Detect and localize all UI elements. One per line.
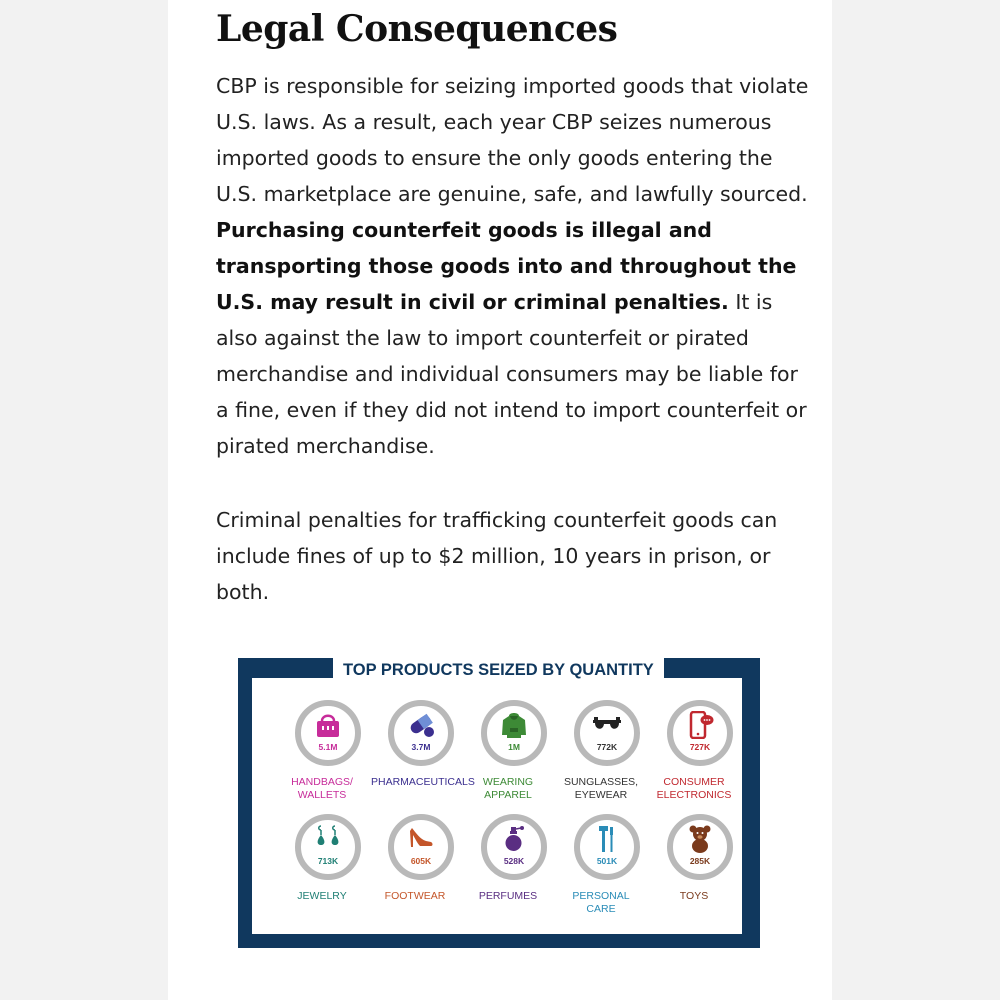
product-circle xyxy=(388,700,454,766)
product-circle xyxy=(295,700,361,766)
infographic-panel xyxy=(252,678,742,934)
seized-count: 727K xyxy=(689,742,711,752)
sunglasses-icon xyxy=(592,711,622,739)
product-circle xyxy=(574,814,640,880)
seized-count: 713K xyxy=(317,856,339,866)
seized-count: 528K xyxy=(503,856,525,866)
paragraph-rest: It is also against the law to import counterfeit or pirated merchandise and individual consumers may be liable for a fine, even if they did not intend to import counterfeit or pirated merchandise. xyxy=(216,290,807,458)
product-label: PERFUMES xyxy=(478,890,538,902)
product-circle xyxy=(667,700,733,766)
seized-count: 1M xyxy=(508,742,520,752)
earrings-icon xyxy=(313,825,343,853)
product-label: SUNGLASSES, EYEWEAR xyxy=(563,776,639,801)
toothbrush-razor-icon xyxy=(592,825,622,853)
product-label: PERSONAL CARE xyxy=(572,890,630,915)
seized-count: 501K xyxy=(596,856,618,866)
pill-capsule-icon xyxy=(406,711,436,739)
product-circle xyxy=(388,814,454,880)
perfume-bottle-icon xyxy=(499,825,529,853)
product-label: HANDBAGS/ WALLETS xyxy=(291,776,353,801)
product-circle xyxy=(481,700,547,766)
product-label: PHARMACEUTICALS xyxy=(371,776,475,788)
seizures-infographic xyxy=(238,658,760,948)
product-circle xyxy=(574,700,640,766)
section-heading: Legal Consequences xyxy=(216,8,618,50)
product-label: WEARING APPAREL xyxy=(482,776,534,801)
seized-count: 605K xyxy=(410,856,432,866)
product-label: FOOTWEAR xyxy=(384,890,446,902)
article-page xyxy=(168,0,832,1000)
seized-count: 3.7M xyxy=(411,742,431,752)
product-label: CONSUMER ELECTRONICS xyxy=(656,776,732,801)
product-label: JEWELRY xyxy=(297,890,347,902)
teddy-bear-icon xyxy=(685,825,715,853)
seized-count: 285K xyxy=(689,856,711,866)
product-circle xyxy=(295,814,361,880)
high-heel-icon xyxy=(406,825,436,853)
product-circle xyxy=(481,814,547,880)
product-label: TOYS xyxy=(679,890,709,902)
legal-paragraph xyxy=(216,68,816,464)
hoodie-icon xyxy=(499,711,529,739)
seized-count: 5.1M xyxy=(318,742,338,752)
criminal-penalties-paragraph: Criminal penalties for trafficking counterfeit goods can include fines of up to $2 million, 10 years in prison, or both. xyxy=(216,508,778,604)
infographic-title: TOP PRODUCTS SEIZED BY QUANTITY xyxy=(333,658,664,682)
seized-count: 772K xyxy=(596,742,618,752)
product-circle xyxy=(667,814,733,880)
paragraph-bold-warning: Purchasing counterfeit goods is illegal and transporting those goods into and throughout the U.S. may result in civil or criminal penalties. xyxy=(216,218,797,314)
paragraph-intro: CBP is responsible for seizing imported goods that violate U.S. laws. As a result, each year CBP seizes numerous imported goods to ensure the only goods entering the U.S. marketplace are genuine, safe, and lawfully sourced. xyxy=(216,74,809,206)
handbag-icon xyxy=(313,711,343,739)
smartphone-icon xyxy=(685,711,715,739)
